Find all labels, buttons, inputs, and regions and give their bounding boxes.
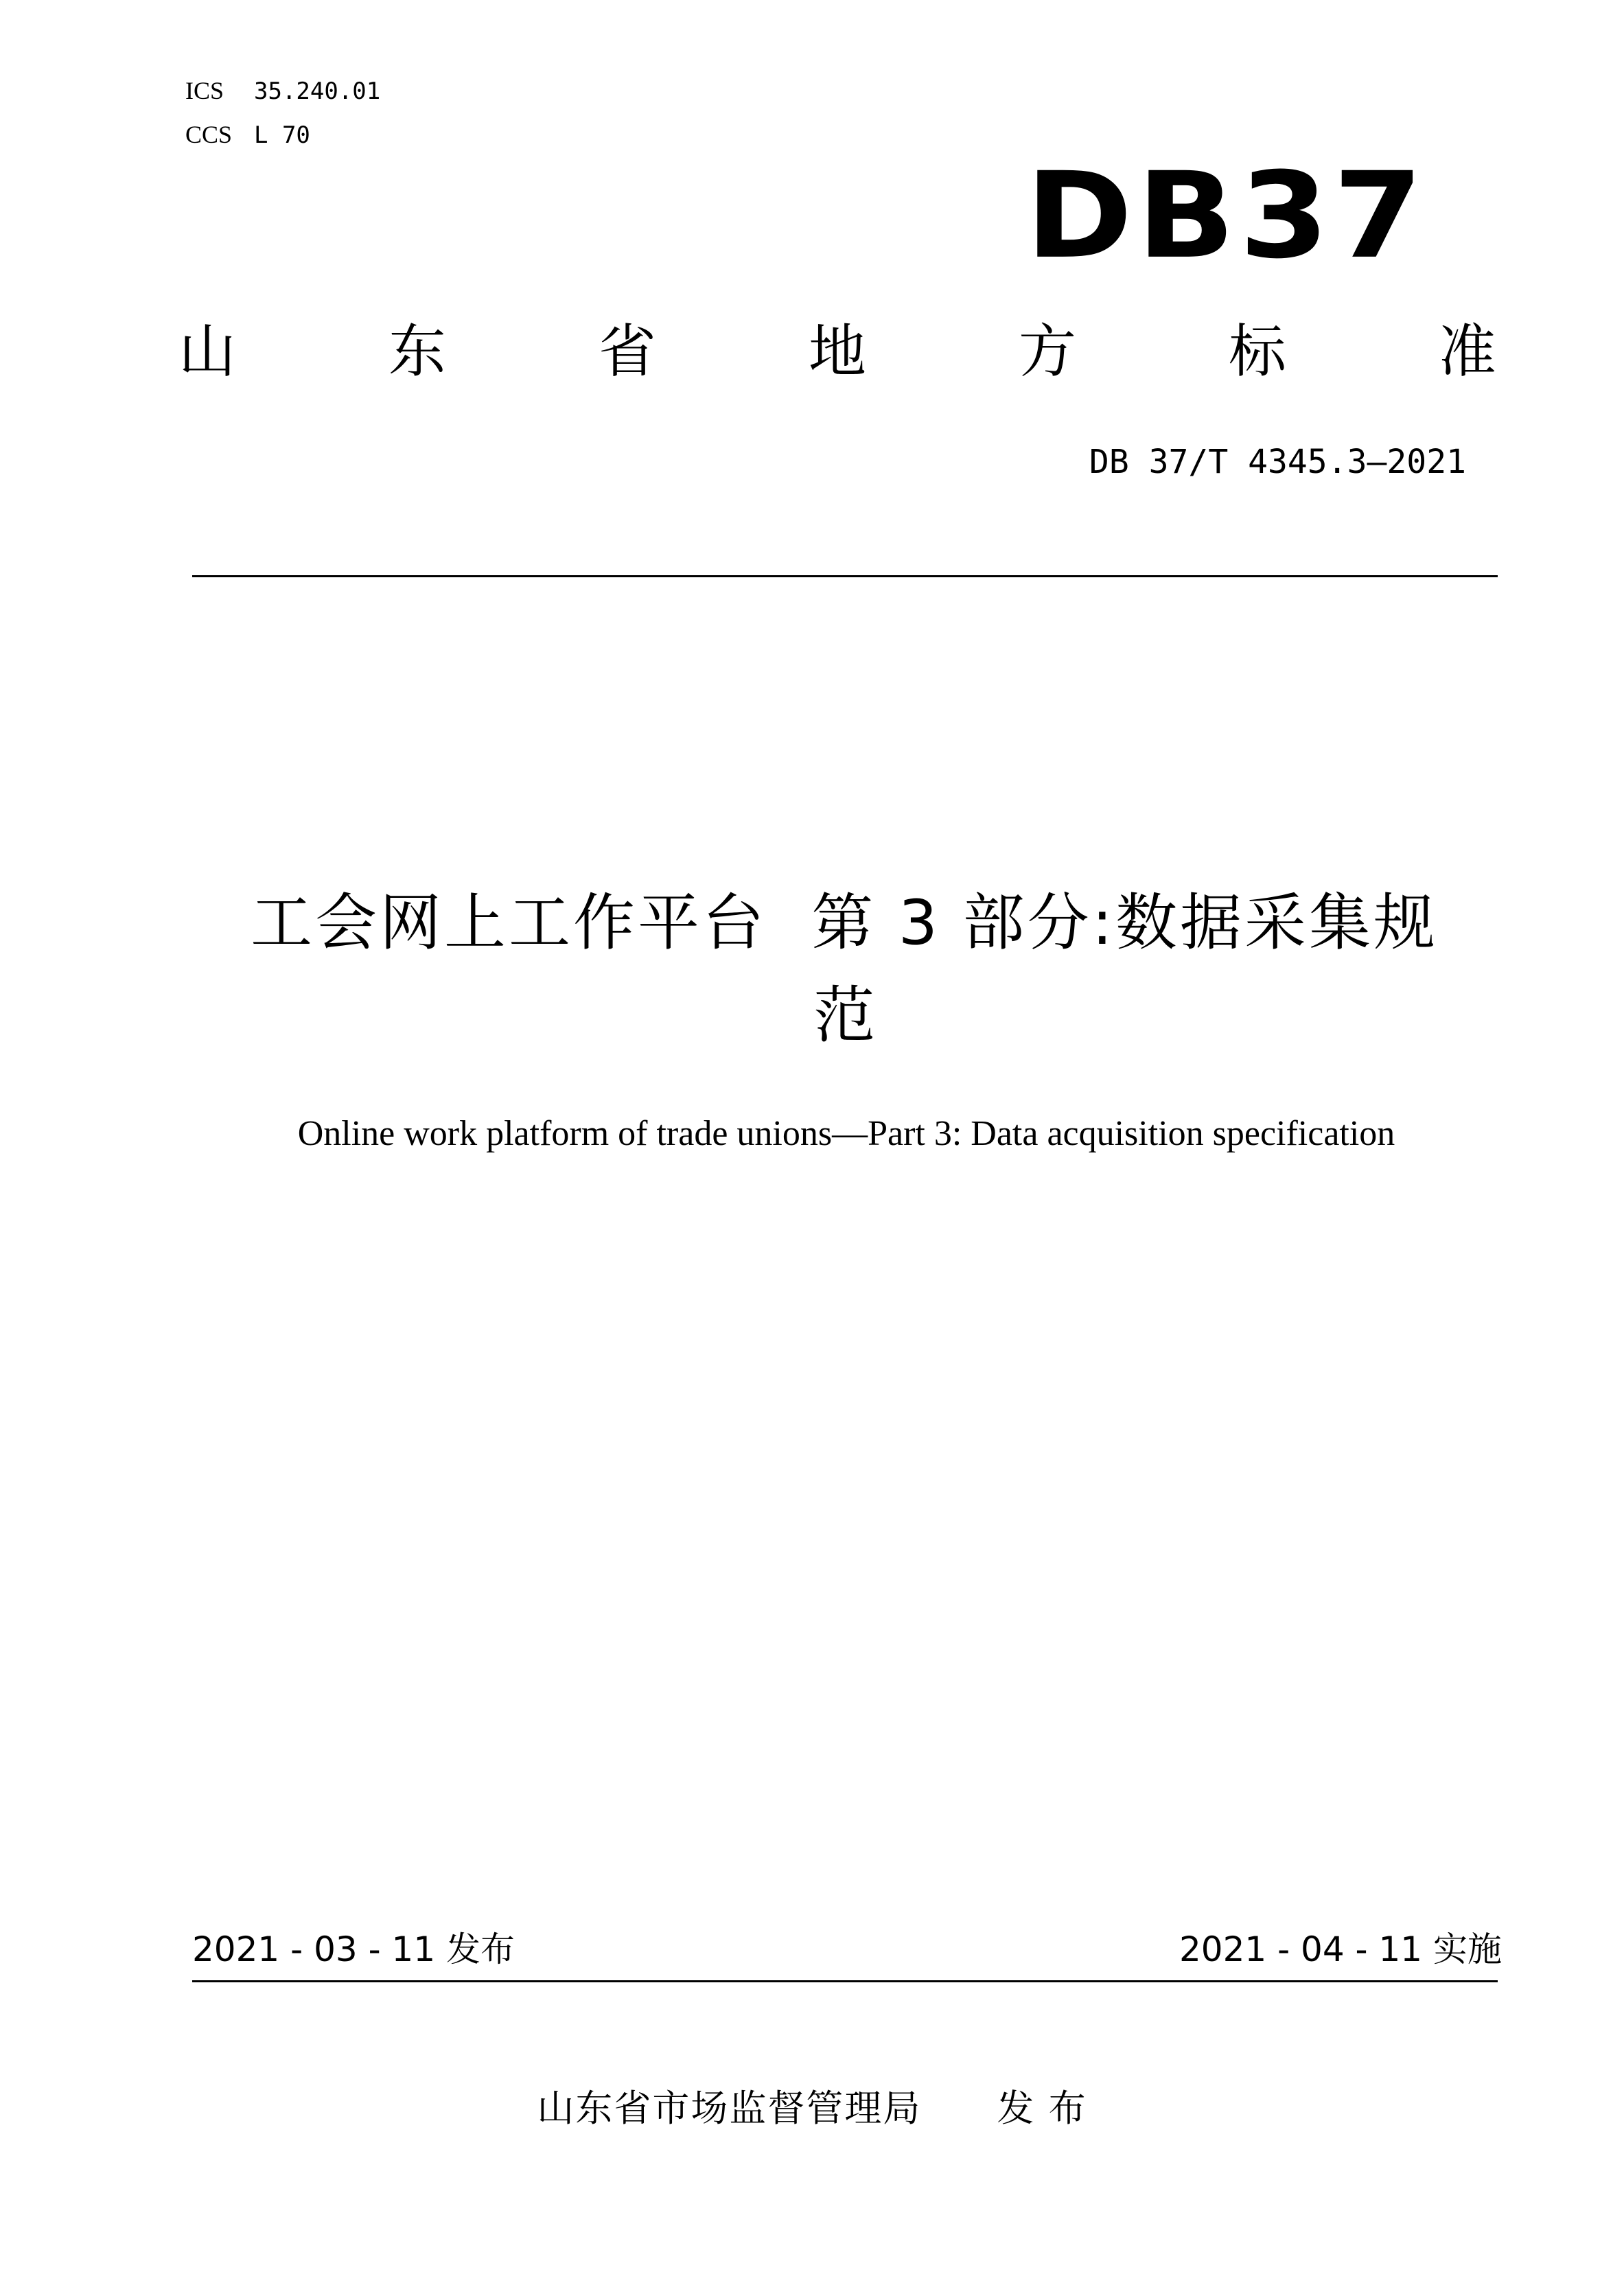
province-title-char: 东 <box>388 318 446 385</box>
province-title-char: 山 <box>178 318 237 385</box>
standard-number: DB 37/T 4345.3—2021 <box>1089 443 1466 481</box>
ics-label: ICS <box>185 77 224 104</box>
implementation-date: 2021 - 04 - 11 实施 <box>1179 1929 1502 1969</box>
ccs-label: CCS <box>185 121 233 148</box>
ccs-line <box>185 121 310 149</box>
top-divider <box>192 575 1498 577</box>
province-title-char: 省 <box>598 318 656 385</box>
db-logo: DB37 <box>1025 146 1427 286</box>
publisher-line <box>0 2087 1624 2131</box>
bottom-divider <box>192 1980 1498 1982</box>
province-title-char: 准 <box>1438 318 1496 385</box>
chinese-title-line-2: 范 <box>813 979 875 1052</box>
publisher-action: 发 布 <box>997 2087 1087 2130</box>
province-title-char: 地 <box>808 318 866 385</box>
publisher-name: 山东省市场监督管理局 <box>537 2087 922 2130</box>
province-title-char: 方 <box>1018 318 1076 385</box>
ics-value: 35.240.01 <box>254 78 381 105</box>
publish-date: 2021 - 03 - 11 发布 <box>192 1929 515 1969</box>
ics-line <box>185 77 380 105</box>
ccs-value: L 70 <box>254 121 310 149</box>
province-title-char: 标 <box>1228 318 1286 385</box>
province-standard-title <box>178 317 1496 386</box>
english-title: Online work platform of trade unions—Part 3: Data acquisition specification <box>297 1114 1395 1153</box>
chinese-title-line-1: 工会网上工作平台 第 3 部分:数据采集规 <box>250 887 1438 959</box>
